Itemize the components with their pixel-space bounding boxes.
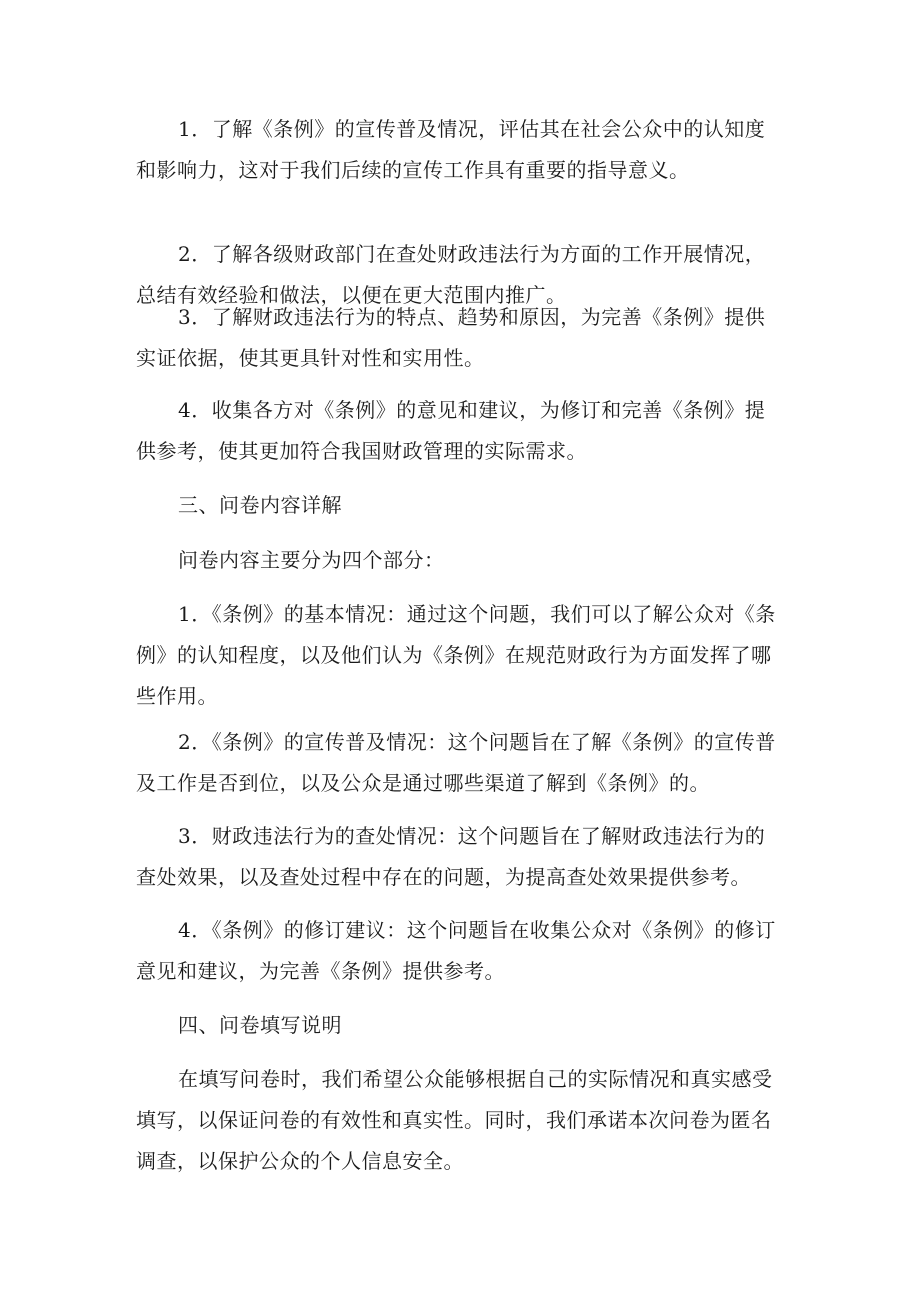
paragraph-objective-3: 3．了解财政违法行为的特点、趋势和原因，为完善《条例》提供实证依据，使其更具针对性和实用性。	[136, 305, 766, 370]
paragraph-objective-2: 2．了解各级财政部门在查处财政违法行为方面的工作开展情况，总结有效经验和做法，以便在更大范围内推广。	[136, 242, 766, 307]
paragraph-intro: 问卷内容主要分为四个部分：	[178, 548, 445, 572]
paragraph-part-2: 2．《条例》的宣传普及情况：这个问题旨在了解《条例》的宣传普及工作是否到位，以及公众是通过哪些渠道了解到《条例》的。	[136, 730, 776, 795]
paragraph-part-1: 1．《条例》的基本情况：通过这个问题，我们可以了解公众对《条例》的认知程度，以及他们认为《条例》在规范财政行为方面发挥了哪些作用。	[136, 602, 776, 708]
paragraph-part-3: 3．财政违法行为的查处情况：这个问题旨在了解财政违法行为的查处效果，以及查处过程中存在的问题，为提高查处效果提供参考。	[136, 824, 766, 889]
section-heading-4: 四、问卷填写说明	[178, 1013, 342, 1037]
paragraph-instructions: 在填写问卷时，我们希望公众能够根据自己的实际情况和真实感受填写，以保证问卷的有效性和真实性。同时，我们承诺本次问卷为匿名调查，以保护公众的个人信息安全。	[136, 1067, 773, 1173]
section-heading-3: 三、问卷内容详解	[178, 493, 342, 517]
paragraph-objective-4: 4．收集各方对《条例》的意见和建议，为修订和完善《条例》提供参考，使其更加符合我国财政管理的实际需求。	[136, 398, 766, 463]
paragraph-part-4: 4．《条例》的修订建议：这个问题旨在收集公众对《条例》的修订意见和建议，为完善《条例》提供参考。	[136, 918, 776, 983]
paragraph-objective-1: 1．了解《条例》的宣传普及情况，评估其在社会公众中的认知度和影响力，这对于我们后续的宣传工作具有重要的指导意义。	[136, 117, 766, 182]
